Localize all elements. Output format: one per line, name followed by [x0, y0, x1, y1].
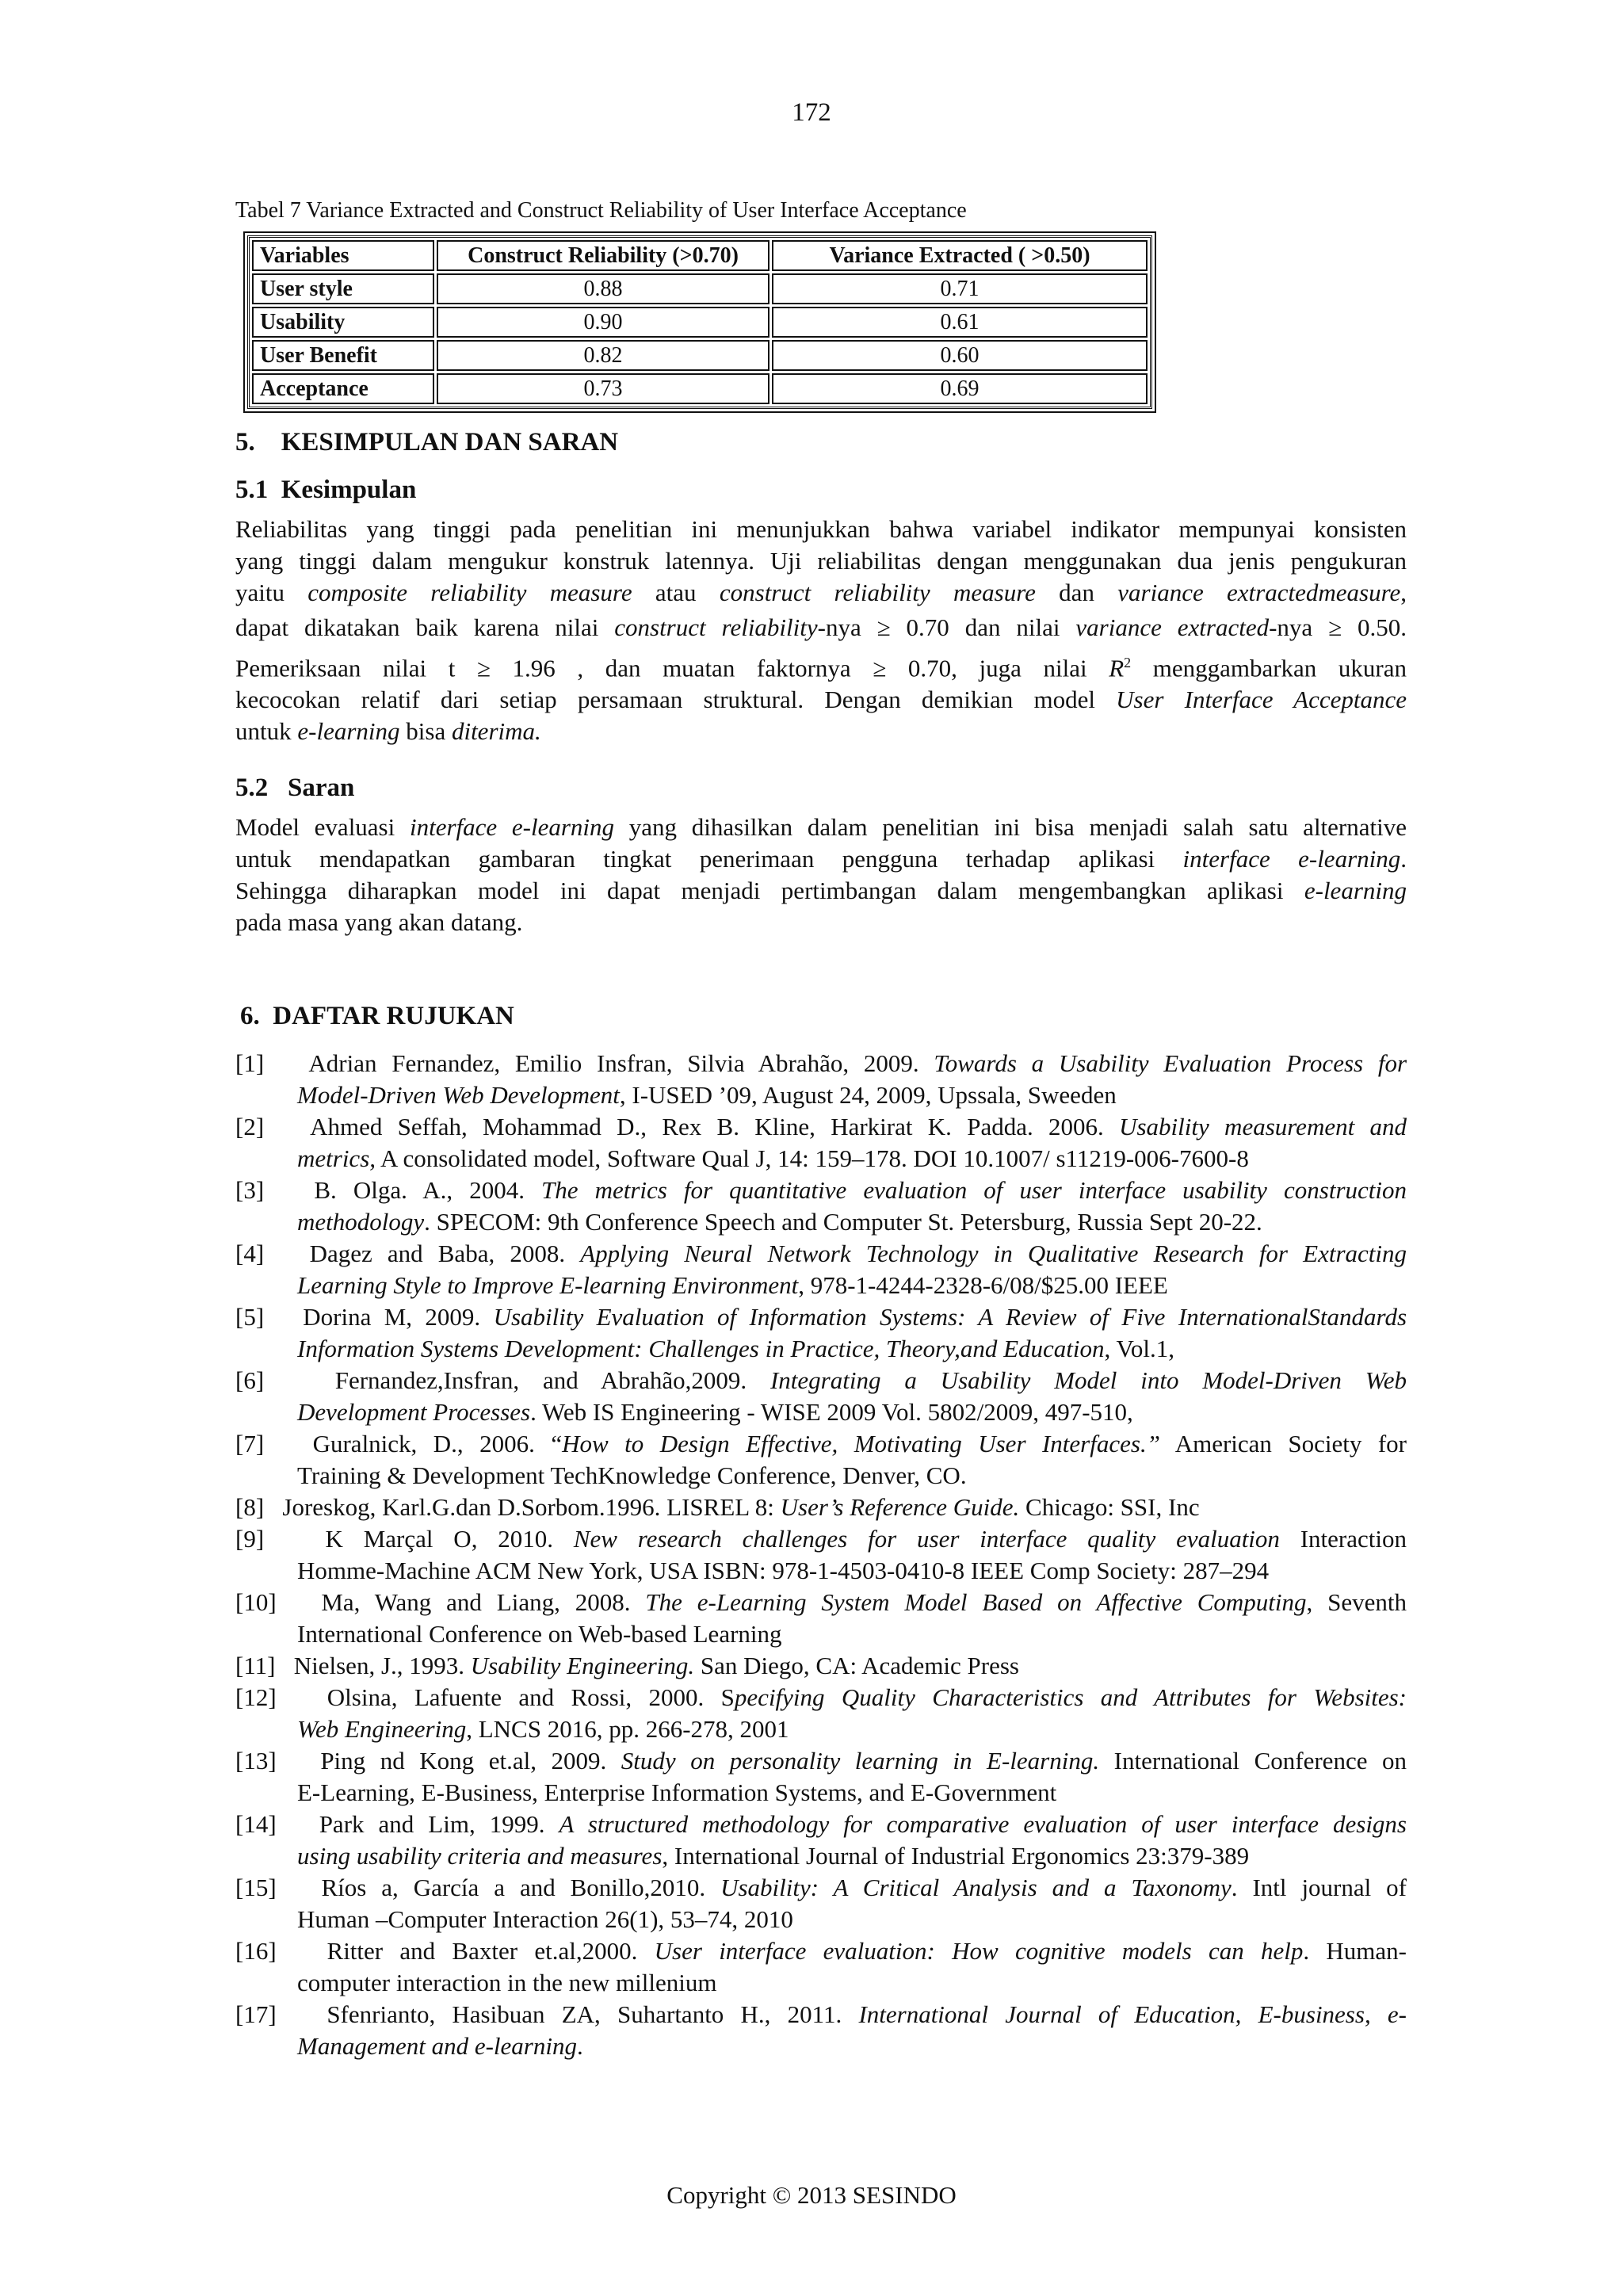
- reference-line: [6] Fernandez,Insfran, and Abrahão,2009. Integrating a Usability Model into Model-Driven Web: [235, 1366, 1407, 1394]
- reference-number: [14]: [235, 1810, 277, 1838]
- table-cell: 0.61: [772, 307, 1148, 338]
- reference-item: [235, 1523, 1407, 1587]
- reference-number: [16]: [235, 1937, 277, 1965]
- subsection-heading: 5.1 Kesimpulan: [235, 476, 417, 504]
- reference-item: [235, 1745, 1407, 1809]
- table-caption: Tabel 7 Variance Extracted and Construct Reliability of User Interface Acceptance: [235, 198, 967, 223]
- reference-line: [8] Joreskog, Karl.G.dan D.Sorbom.1996. LISREL 8: User’s Reference Guide. Chicago: SSI, Inc: [235, 1493, 1200, 1521]
- page-footer: Copyright © 2013 SESINDO: [666, 2181, 957, 2209]
- reference-line: Homme-Machine ACM New York, USA ISBN: 978-1-4503-0410-8 IEEE Comp Society: 287–294: [297, 1557, 1270, 1584]
- reference-line: E-Learning, E-Business, Enterprise Information Systems, and E-Government: [297, 1778, 1057, 1806]
- table-cell: 0.82: [437, 340, 769, 371]
- reference-line: Management and e-learning.: [297, 2032, 583, 2060]
- reference-item: [235, 1587, 1407, 1650]
- reference-line: [3] B. Olga. A., 2004. The metrics for quantitative evaluation of user interface usability construction: [235, 1176, 1407, 1204]
- reference-item: [235, 1111, 1407, 1175]
- reference-item: [235, 1809, 1407, 1872]
- reference-line: [10] Ma, Wang and Liang, 2008. The e-Learning System Model Based on Affective Computing, Seventh: [235, 1588, 1407, 1616]
- table-cell: User Benefit: [252, 340, 434, 371]
- table-cell: 0.90: [437, 307, 769, 338]
- text-line: yaitu composite reliability measure atau construct reliability measure dan variance extractedmeasure,: [235, 579, 1407, 606]
- section-heading: 6. DAFTAR RUJUKAN: [240, 1002, 514, 1030]
- reference-line: [5] Dorina M, 2009. Usability Evaluation of Information Systems: A Review of Five InternationalStandards: [235, 1303, 1407, 1331]
- reference-line: [16] Ritter and Baxter et.al,2000. User interface evaluation: How cognitive models can help. Human-: [235, 1937, 1407, 1965]
- reference-number: [7]: [235, 1430, 265, 1457]
- reference-line: Training & Development TechKnowledge Conference, Denver, CO.: [297, 1461, 967, 1489]
- reference-number: [12]: [235, 1683, 277, 1711]
- table-row: [252, 273, 1148, 304]
- reference-line: Web Engineering, LNCS 2016, pp. 266-278, 2001: [297, 1715, 789, 1743]
- section-heading: 5. KESIMPULAN DAN SARAN: [235, 428, 619, 457]
- text-line: dapat dikatakan baik karena nilai construct reliability-nya ≥ 0.70 dan nilai variance extracted-nya ≥ 0.50.: [235, 613, 1407, 641]
- reference-line: Model-Driven Web Development, I-USED ’09, August 24, 2009, Upssala, Sweeden: [297, 1081, 1117, 1109]
- reference-number: [1]: [235, 1049, 265, 1077]
- text-line: pada masa yang akan datang.: [235, 908, 523, 936]
- reference-number: [2]: [235, 1113, 265, 1140]
- reference-number: [9]: [235, 1525, 265, 1553]
- reference-number: [4]: [235, 1240, 265, 1267]
- reference-line: Learning Style to Improve E-learning Environment, 978-1-4244-2328-6/08/$25.00 IEEE: [297, 1271, 1168, 1299]
- reference-line: using usability criteria and measures, International Journal of Industrial Ergonomics 23:379-389: [297, 1842, 1250, 1870]
- reference-number: [3]: [235, 1176, 265, 1204]
- reference-line: [9] K Marçal O, 2010. New research challenges for user interface quality evaluation Interaction: [235, 1525, 1407, 1553]
- reference-number: [5]: [235, 1303, 265, 1331]
- reference-line: [11] Nielsen, J., 1993. Usability Engineering. San Diego, CA: Academic Press: [235, 1652, 1019, 1679]
- reference-item: [235, 1935, 1407, 1999]
- reference-number: [11]: [235, 1652, 276, 1679]
- reliability-table: [247, 235, 1152, 409]
- reference-line: Human –Computer Interaction 26(1), 53–74, 2010: [297, 1905, 793, 1933]
- text-line: yang tinggi dalam mengukur konstruk latennya. Uji reliabilitas dengan menggunakan dua jenis pengukuran: [235, 547, 1407, 575]
- table-cell: Usability: [252, 307, 434, 338]
- table-cell: 0.71: [772, 273, 1148, 304]
- text-line: Pemeriksaan nilai t ≥ 1.96 , dan muatan faktornya ≥ 0.70, juga nilai $R^2$ menggambarkan ukuran: [235, 654, 1407, 682]
- reference-number: [15]: [235, 1874, 277, 1901]
- reference-number: [17]: [235, 2000, 277, 2028]
- text-line: untuk mendapatkan gambaran tingkat penerimaan pengguna terhadap aplikasi interface e-learning.: [235, 845, 1407, 873]
- reference-item: [235, 1048, 1407, 1111]
- table-header-row: [252, 240, 1148, 271]
- table-header-cell: Construct Reliability (>0.70): [437, 240, 769, 271]
- reference-item: [235, 1650, 1407, 1682]
- reference-line: [7] Guralnick, D., 2006. “How to Design Effective, Motivating User Interfaces.” American Society for: [235, 1430, 1407, 1457]
- table-cell: User style: [252, 273, 434, 304]
- reference-number: [6]: [235, 1366, 265, 1394]
- page-number: 172: [792, 98, 831, 127]
- text-line: Reliabilitas yang tinggi pada penelitian ini menunjukkan bahwa variabel indikator mempunyai konsisten: [235, 515, 1407, 543]
- reference-line: [13] Ping nd Kong et.al, 2009. Study on personality learning in E-learning. International Conference on: [235, 1747, 1407, 1775]
- reference-line: [1] Adrian Fernandez, Emilio Insfran, Silvia Abrahão, 2009. Towards a Usability Evaluation Process for: [235, 1049, 1407, 1077]
- reference-line: computer interaction in the new millenium: [297, 1969, 717, 1996]
- text-line: untuk e-learning bisa diterima.: [235, 717, 541, 746]
- reference-item: [235, 1428, 1407, 1492]
- reference-line: International Conference on Web-based Learning: [297, 1620, 782, 1648]
- reference-number: [13]: [235, 1747, 277, 1775]
- reference-line: [4] Dagez and Baba, 2008. Applying Neural Network Technology in Qualitative Research for Extracting: [235, 1240, 1407, 1267]
- table-cell: 0.69: [772, 373, 1148, 404]
- table-row: [252, 340, 1148, 371]
- reference-line: metrics, A consolidated model, Software Qual J, 14: 159–178. DOI 10.1007/ s11219-006-7600-8: [297, 1144, 1249, 1172]
- table-header-cell: Variance Extracted ( >0.50): [772, 240, 1148, 271]
- reference-line: [2] Ahmed Seffah, Mohammad D., Rex B. Kline, Harkirat K. Padda. 2006. Usability measurement and: [235, 1113, 1407, 1140]
- reference-line: [12] Olsina, Lafuente and Rossi, 2000. Specifying Quality Characteristics and Attributes for Websites:: [235, 1683, 1407, 1711]
- reference-number: [8]: [235, 1493, 265, 1521]
- table-cell: 0.73: [437, 373, 769, 404]
- reference-line: [17] Sfenrianto, Hasibuan ZA, Suhartanto H., 2011. International Journal of Education, E-business, e-: [235, 2000, 1407, 2028]
- reference-line: Information Systems Development: Challenges in Practice, Theory,and Education, Vol.1,: [297, 1335, 1174, 1362]
- table-row: [252, 373, 1148, 404]
- reference-item: [235, 1999, 1407, 2062]
- reference-item: [235, 1238, 1407, 1301]
- text-line: Model evaluasi interface e-learning yang dihasilkan dalam penelitian ini bisa menjadi salah satu alternative: [235, 813, 1407, 841]
- table-cell: Acceptance: [252, 373, 434, 404]
- table-header-cell: Variables: [252, 240, 434, 271]
- reference-line: methodology. SPECOM: 9th Conference Speech and Computer St. Petersburg, Russia Sept 20-22.: [297, 1208, 1262, 1236]
- reference-item: [235, 1365, 1407, 1428]
- subsection-heading: 5.2 Saran: [235, 774, 355, 802]
- paragraph-kesimpulan: [235, 514, 1407, 747]
- table-row: [252, 307, 1148, 338]
- reference-line: [15] Ríos a, García a and Bonillo,2010. Usability: A Critical Analysis and a Taxonomy. Intl journal of: [235, 1874, 1407, 1901]
- text-line: kecocokan relatif dari setiap persamaan struktural. Dengan demikian model User Interface Acceptance: [235, 686, 1407, 714]
- reference-item: [235, 1175, 1407, 1238]
- table-cell: 0.88: [437, 273, 769, 304]
- reference-item: [235, 1492, 1407, 1523]
- reference-line: Development Processes. Web IS Engineering - WISE 2009 Vol. 5802/2009, 497-510,: [297, 1398, 1133, 1426]
- paragraph-saran: [235, 812, 1407, 938]
- reference-item: [235, 1682, 1407, 1745]
- reference-item: [235, 1872, 1407, 1935]
- table-cell: 0.60: [772, 340, 1148, 371]
- reference-line: [14] Park and Lim, 1999. A structured methodology for comparative evaluation of user interface designs: [235, 1810, 1407, 1838]
- reference-number: [10]: [235, 1588, 277, 1616]
- reference-item: [235, 1301, 1407, 1365]
- text-line: Sehingga diharapkan model ini dapat menjadi pertimbangan dalam mengembangkan aplikasi e-learning: [235, 877, 1407, 904]
